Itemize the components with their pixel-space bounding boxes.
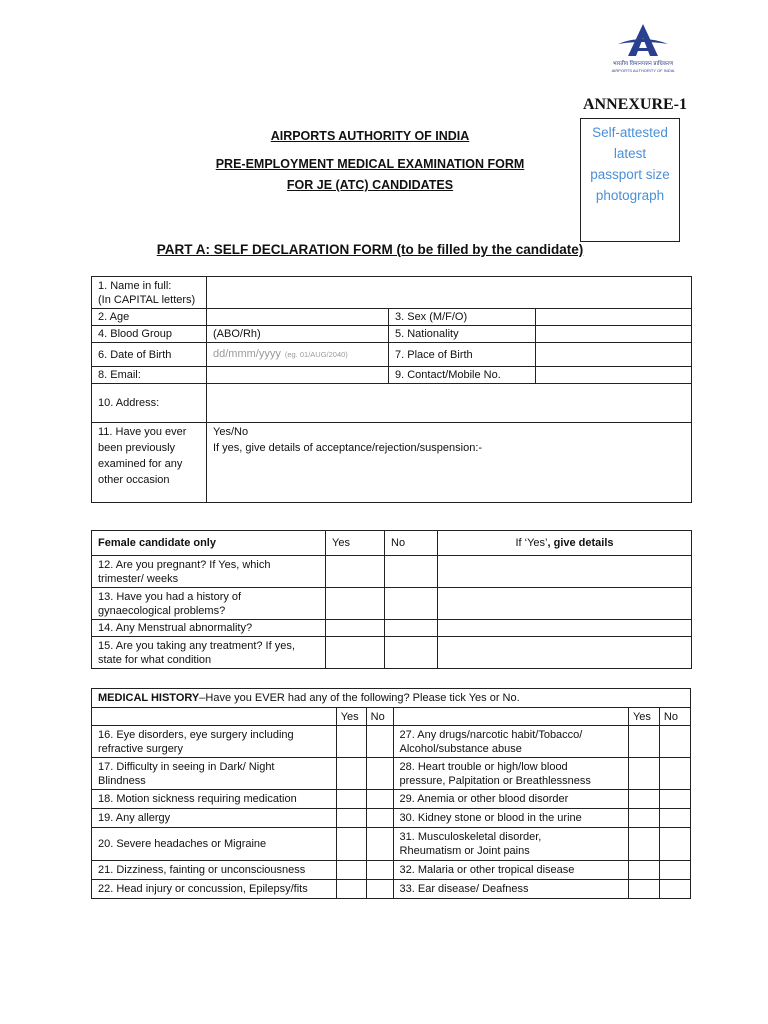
table-row <box>92 277 692 309</box>
medical-history-table <box>91 688 691 899</box>
table-row <box>92 343 692 367</box>
female-no-header: No <box>385 531 438 556</box>
q33-no[interactable] <box>659 880 690 899</box>
form-title-line-1: PRE-EMPLOYMENT MEDICAL EXAMINATION FORM <box>215 157 525 171</box>
q18-label: 18. Motion sickness requiring medication <box>92 790 337 809</box>
q15-no[interactable] <box>385 637 438 669</box>
q33-label: 33. Ear disease/ Deafness <box>393 880 628 899</box>
q21-no[interactable] <box>366 861 393 880</box>
pob-field[interactable] <box>536 343 692 367</box>
sex-field[interactable] <box>536 309 692 326</box>
q32-no[interactable] <box>659 861 690 880</box>
q13-label: 13. Have you had a history of gynaecological problems? <box>92 588 326 620</box>
pob-label: 7. Place of Birth <box>389 343 536 367</box>
q28-label: 28. Heart trouble or high/low blood pressure, Palpitation or Breathlessness <box>393 758 628 790</box>
q27-yes[interactable] <box>628 726 659 758</box>
address-field[interactable] <box>207 384 692 423</box>
q19-label: 19. Any allergy <box>92 809 337 828</box>
personal-details-table <box>91 276 692 503</box>
q14-label: 14. Any Menstrual abnormality? <box>92 620 326 637</box>
q30-yes[interactable] <box>628 809 659 828</box>
q21-yes[interactable] <box>336 861 366 880</box>
female-details-header: If ‘Yes’, give details <box>438 531 692 556</box>
contact-field[interactable] <box>536 367 692 384</box>
blank-header-cell <box>393 708 628 726</box>
q16-label: 16. Eye disorders, eye surgery including refractive surgery <box>92 726 337 758</box>
q32-yes[interactable] <box>628 861 659 880</box>
table-row <box>92 726 691 758</box>
q20-no[interactable] <box>366 828 393 861</box>
blood-group-field[interactable]: (ABO/Rh) <box>207 326 389 343</box>
table-row <box>92 758 691 790</box>
photo-box <box>580 118 680 242</box>
age-field[interactable] <box>207 309 389 326</box>
q12-yes[interactable] <box>326 556 385 588</box>
no-header: No <box>366 708 393 726</box>
q30-no[interactable] <box>659 809 690 828</box>
medical-history-header: MEDICAL HISTORY–Have you EVER had any of the following? Please tick Yes or No. <box>92 689 691 708</box>
q12-label: 12. Are you pregnant? If Yes, which trimester/ weeks <box>92 556 326 588</box>
form-title-line-2: FOR JE (ATC) CANDIDATES <box>286 178 454 192</box>
q19-no[interactable] <box>366 809 393 828</box>
q11-label: 11. Have you ever been previously examined for any other occasion <box>92 423 207 503</box>
q14-yes[interactable] <box>326 620 385 637</box>
table-row <box>92 620 692 637</box>
email-field[interactable] <box>207 367 389 384</box>
blood-group-label: 4. Blood Group <box>92 326 207 343</box>
table-row <box>92 384 692 423</box>
female-candidate-table <box>91 530 692 669</box>
photo-line: Self-attested <box>592 125 668 140</box>
q28-no[interactable] <box>659 758 690 790</box>
address-label: 10. Address: <box>92 384 207 423</box>
table-row <box>92 790 691 809</box>
table-row <box>92 809 691 828</box>
q20-yes[interactable] <box>336 828 366 861</box>
age-label: 2. Age <box>92 309 207 326</box>
q14-no[interactable] <box>385 620 438 637</box>
table-row <box>92 708 691 726</box>
photo-line: passport size <box>590 167 670 182</box>
contact-label: 9. Contact/Mobile No. <box>389 367 536 384</box>
nationality-field[interactable] <box>536 326 692 343</box>
q15-details[interactable] <box>438 637 692 669</box>
email-label: 8. Email: <box>92 367 207 384</box>
table-row <box>92 861 691 880</box>
table-row <box>92 689 691 708</box>
q15-label: 15. Are you taking any treatment? If yes, state for what condition <box>92 637 326 669</box>
dob-field[interactable] <box>207 343 389 367</box>
q17-yes[interactable] <box>336 758 366 790</box>
q27-label: 27. Any drugs/narcotic habit/Tobacco/ Alcohol/substance abuse <box>393 726 628 758</box>
q16-yes[interactable] <box>336 726 366 758</box>
q22-no[interactable] <box>366 880 393 899</box>
q12-no[interactable] <box>385 556 438 588</box>
q29-yes[interactable] <box>628 790 659 809</box>
table-row <box>92 531 692 556</box>
no-header: No <box>659 708 690 726</box>
table-row <box>92 588 692 620</box>
q13-no[interactable] <box>385 588 438 620</box>
q28-yes[interactable] <box>628 758 659 790</box>
table-row <box>92 828 691 861</box>
q19-yes[interactable] <box>336 809 366 828</box>
table-row <box>92 423 692 503</box>
q22-label: 22. Head injury or concussion, Epilepsy/fits <box>92 880 337 899</box>
aai-logo <box>610 22 676 78</box>
part-a-title: PART A: SELF DECLARATION FORM (to be filled by the candidate) <box>156 242 584 257</box>
dob-example: (eg. 01/AUG/2040) <box>284 350 348 359</box>
q17-no[interactable] <box>366 758 393 790</box>
q27-no[interactable] <box>659 726 690 758</box>
yes-header: Yes <box>336 708 366 726</box>
q20-label: 20. Severe headaches or Migraine <box>92 828 337 861</box>
female-yes-header: Yes <box>326 531 385 556</box>
q33-yes[interactable] <box>628 880 659 899</box>
logo-hindi-text: भारतीय विमानपत्तन प्राधिकरण <box>612 61 674 67</box>
q13-yes[interactable] <box>326 588 385 620</box>
q11-field[interactable]: Yes/No If yes, give details of acceptance/rejection/suspension:- <box>207 423 692 503</box>
q30-label: 30. Kidney stone or blood in the urine <box>393 809 628 828</box>
q29-no[interactable] <box>659 790 690 809</box>
table-row <box>92 637 692 669</box>
q16-no[interactable] <box>366 726 393 758</box>
dob-placeholder: dd/mmm/yyyy <box>213 348 281 360</box>
blank-header-cell <box>92 708 337 726</box>
sex-label: 3. Sex (M/F/O) <box>389 309 536 326</box>
table-row <box>92 326 692 343</box>
dob-label: 6. Date of Birth <box>92 343 207 367</box>
q12-details[interactable] <box>438 556 692 588</box>
q22-yes[interactable] <box>336 880 366 899</box>
name-field[interactable] <box>207 277 692 309</box>
logo-english-text: AIRPORTS AUTHORITY OF INDIA <box>611 68 675 73</box>
q32-label: 32. Malaria or other tropical disease <box>393 861 628 880</box>
q31-no[interactable] <box>659 828 690 861</box>
photo-line: latest <box>613 146 647 161</box>
table-row <box>92 309 692 326</box>
q31-label: 31. Musculoskeletal disorder, Rheumatism or Joint pains <box>393 828 628 861</box>
q13-details[interactable] <box>438 588 692 620</box>
q31-yes[interactable] <box>628 828 659 861</box>
table-row <box>92 367 692 384</box>
q29-label: 29. Anemia or other blood disorder <box>393 790 628 809</box>
q14-details[interactable] <box>438 620 692 637</box>
table-row <box>92 880 691 899</box>
annexure-label: ANNEXURE-1 <box>583 96 687 113</box>
q15-yes[interactable] <box>326 637 385 669</box>
q18-no[interactable] <box>366 790 393 809</box>
q17-label: 17. Difficulty in seeing in Dark/ Night Blindness <box>92 758 337 790</box>
female-header: Female candidate only <box>92 531 326 556</box>
org-title: AIRPORTS AUTHORITY OF INDIA <box>270 129 470 143</box>
nationality-label: 5. Nationality <box>389 326 536 343</box>
photo-line: photograph <box>595 188 665 203</box>
q18-yes[interactable] <box>336 790 366 809</box>
table-row <box>92 556 692 588</box>
yes-header: Yes <box>628 708 659 726</box>
name-label: 1. Name in full: (In CAPITAL letters) <box>92 277 207 309</box>
q21-label: 21. Dizziness, fainting or unconsciousness <box>92 861 337 880</box>
